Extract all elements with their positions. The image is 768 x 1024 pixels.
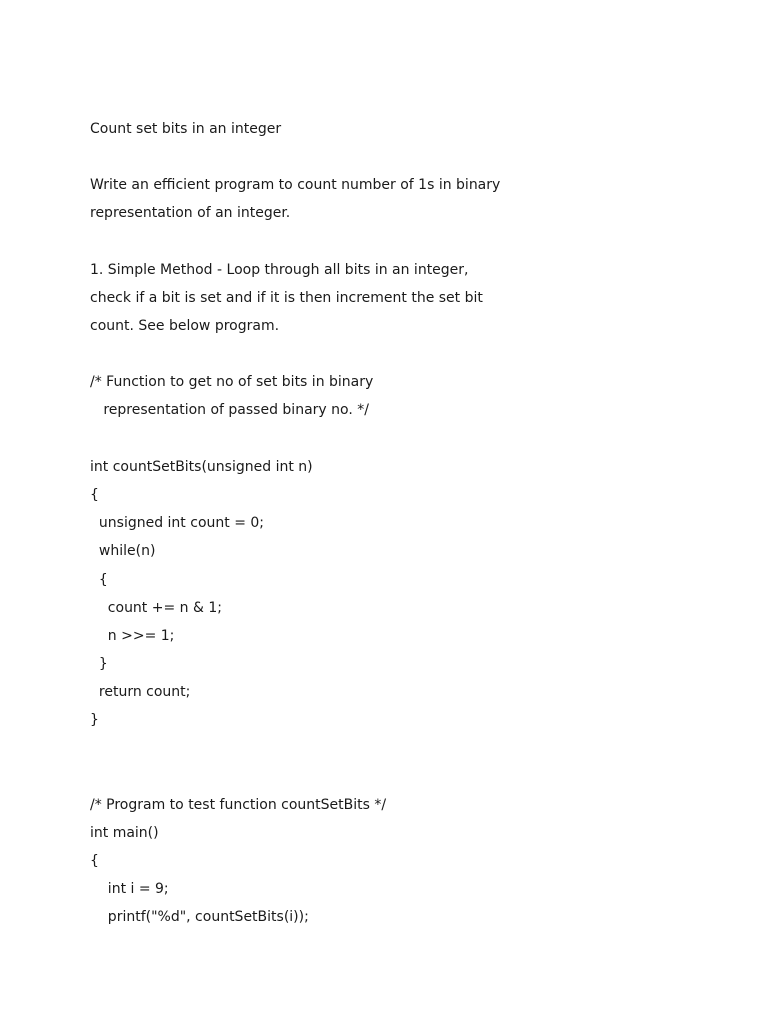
paragraph-line: 1. Simple Method - Loop through all bits in an integer, bbox=[90, 262, 469, 278]
paragraph-line: Write an efficient program to count number of 1s in binary bbox=[90, 177, 501, 193]
paragraph-line: check if a bit is set and if it is then increment the set bit bbox=[90, 290, 483, 306]
paragraph-line: representation of an integer. bbox=[90, 205, 291, 221]
code-line: } bbox=[90, 712, 99, 728]
code-line: count += n & 1; bbox=[90, 600, 222, 616]
code-comment-line: /* Program to test function countSetBits */ bbox=[90, 797, 387, 813]
paragraph-line: count. See below program. bbox=[90, 318, 280, 334]
code-line: } bbox=[90, 656, 108, 672]
code-line: n >>= 1; bbox=[90, 628, 175, 644]
code-line: { bbox=[90, 487, 99, 503]
code-line: return count; bbox=[90, 684, 191, 700]
code-line: int countSetBits(unsigned int n) bbox=[90, 459, 313, 475]
code-line: printf("%d", countSetBits(i)); bbox=[90, 909, 309, 925]
code-line: { bbox=[90, 572, 108, 588]
code-comment-line: representation of passed binary no. */ bbox=[90, 402, 369, 418]
code-line: { bbox=[90, 853, 99, 869]
code-line: unsigned int count = 0; bbox=[90, 515, 264, 531]
document-title: Count set bits in an integer bbox=[90, 121, 282, 137]
code-line: while(n) bbox=[90, 543, 156, 559]
code-line: int main() bbox=[90, 825, 159, 841]
code-comment-line: /* Function to get no of set bits in binary bbox=[90, 374, 374, 390]
code-line: int i = 9; bbox=[90, 881, 169, 897]
